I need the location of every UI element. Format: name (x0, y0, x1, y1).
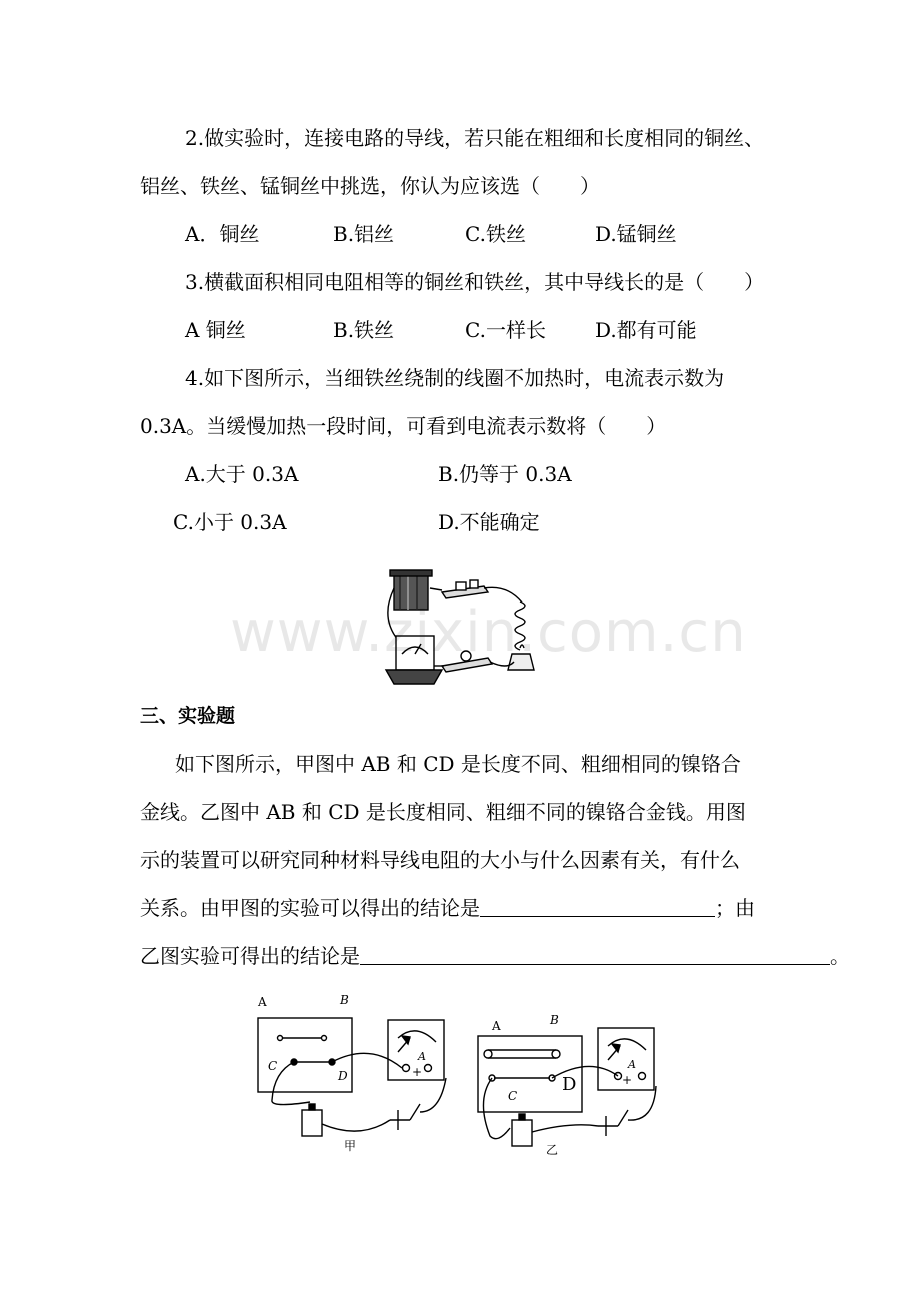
q3-option-d: D.都有可能 (595, 318, 697, 342)
q2-option-d: D.锰铜丝 (595, 222, 677, 246)
q3-stem-line1: 3.横截面积相同电阻相等的铜丝和铁丝，其中导线长的是（ ） (185, 270, 765, 294)
q4-option-a: A.大于 0.3A (185, 462, 299, 486)
section3-para-line3: 示的装置可以研究同种材料导线电阻的大小与什么因素有关，有什么 (140, 848, 740, 872)
yi-meter-plus: + (622, 1073, 633, 1087)
yi-label-d: D (562, 1074, 577, 1095)
jia-label-a: A (258, 995, 267, 1009)
q3-option-c: C.一样长 (465, 318, 546, 342)
q4-stem-line2: 0.3A。当缓慢加热一段时间，可看到电流表示数将（ ） (140, 414, 667, 438)
q3-option-a: A 铜丝 (185, 318, 246, 342)
watermark-text: www.zixin.com.cn (230, 600, 747, 665)
q2-stem-line2: 铝丝、铁丝、锰铜丝中挑选，你认为应该选（ ） (140, 174, 600, 198)
q4-stem-line1: 4.如下图所示，当细铁丝绕制的线圈不加热时，电流表示数为 (185, 366, 725, 390)
jia-label-c: C (268, 1059, 278, 1073)
jia-caption: 甲 (344, 1139, 357, 1153)
yi-label-a: A (492, 1019, 501, 1033)
section3-para-line4 (140, 894, 755, 922)
jia-meter-plus: + (412, 1065, 423, 1079)
q4-option-c: C.小于 0.3A (173, 510, 287, 534)
answer-blank-2[interactable] (360, 942, 830, 965)
section3-para-line4-tail: ；由 (715, 896, 755, 920)
section3-para-line5 (140, 942, 850, 970)
yi-label-c: C (508, 1089, 518, 1103)
jia-label-d: D (338, 1069, 348, 1083)
section-heading: 三、实验题 (140, 705, 236, 727)
answer-blank-1[interactable] (480, 894, 715, 917)
section3-para-line5-text: 乙图实验可得出的结论是 (140, 944, 360, 968)
jia-meter-label-a: A (418, 1050, 426, 1063)
q4-option-b: B.仍等于 0.3A (438, 462, 572, 486)
yi-meter-label-a: A (628, 1058, 636, 1071)
figure-yi-circuit (470, 1010, 665, 1160)
figure-jia-circuit (250, 992, 465, 1154)
yi-label-b: B (550, 1013, 559, 1027)
section3-para-line4-text: 关系。由甲图的实验可以得出的结论是 (140, 896, 480, 920)
section3-para-line2: 金线。乙图中 AB 和 CD 是长度相同、粗细不同的镍铬合金钱。用图 (140, 800, 746, 824)
jia-label-b: B (340, 993, 349, 1007)
section3-para-line1: 如下图所示，甲图中 AB 和 CD 是长度不同、粗细相同的镍铬合 (175, 752, 741, 776)
q4-option-d: D.不能确定 (438, 510, 540, 534)
section3-para-line5-tail: 。 (830, 944, 850, 968)
q3-option-b: B.铁丝 (333, 318, 395, 342)
q2-option-b: B.铝丝 (333, 222, 395, 246)
yi-caption: 乙 (546, 1143, 559, 1157)
q2-option-c: C.铁丝 (465, 222, 526, 246)
q2-option-a: A．铜丝 (185, 222, 260, 246)
q2-stem-line1: 2.做实验时，连接电路的导线，若只能在粗细和长度相同的铜丝、 (185, 126, 765, 150)
